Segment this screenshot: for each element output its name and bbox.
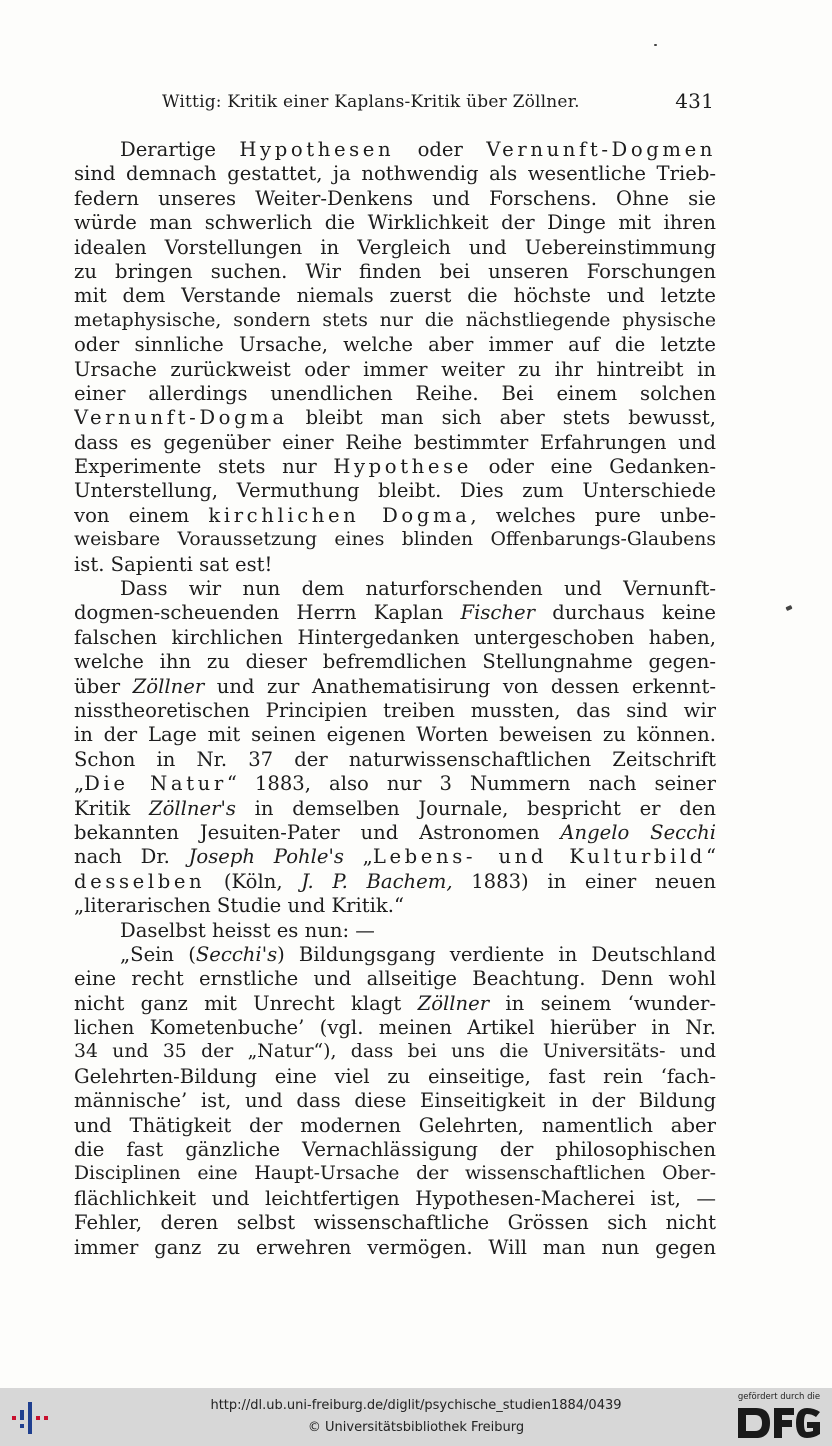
text-line <box>74 577 716 601</box>
text-run: Experimente stets nur <box>74 455 334 479</box>
copyright-notice: © Universitätsbibliothek Freiburg <box>307 1420 525 1435</box>
text-run: 34 und 35 der „Natur“), dass bei uns die Universitäts- und <box>74 1041 716 1063</box>
spaced-emphasis: Hypothesen <box>239 138 395 161</box>
text-run: Derartige <box>120 138 240 161</box>
text-line <box>74 1138 716 1162</box>
text-line <box>74 260 716 284</box>
text-line <box>74 1040 716 1064</box>
dfg-funding-logo[interactable] <box>732 1392 826 1442</box>
italic-name: Zöllner <box>417 991 490 1015</box>
text-run: dass es gegenüber einer Reihe bestimmter Erfahrungen und <box>74 430 716 454</box>
text-run: (Köln, <box>205 869 302 893</box>
italic-name: Zöllner <box>132 674 205 698</box>
funding-caption: gefördert durch die <box>737 1392 821 1402</box>
text-line <box>74 772 716 796</box>
text-run: 1883) in einer neuen <box>452 869 716 893</box>
text-run: ) Bildungsgang verdiente in Deutschland <box>277 942 716 966</box>
spaced-emphasis: Die Natur <box>84 772 227 796</box>
text-run: in demselben Journale, bespricht er den <box>235 796 716 820</box>
text-line <box>74 1211 716 1235</box>
text-run: zu bringen suchen. Wir finden bei unseren Forschungen <box>74 259 716 283</box>
running-title: Wittig: Kritik einer Kaplans-Kritik über Zöllner. <box>162 92 580 112</box>
text-run: immer ganz zu erwehren vermögen. Will man nun gegen <box>74 1235 716 1259</box>
text-line <box>74 333 716 357</box>
text-line <box>74 382 716 406</box>
text-run: sind demnach gestattet, ja nothwendig als wesentliche Trieb- <box>74 162 716 186</box>
text-line <box>74 431 716 455</box>
text-run: bekannten Jesuiten-Pater und Astronomen <box>74 820 561 844</box>
text-line <box>74 919 716 943</box>
footer-bar <box>0 1388 832 1446</box>
spaced-emphasis: Hypothese <box>333 455 472 479</box>
text-run: nicht ganz mit Unrecht klagt <box>74 991 418 1015</box>
text-line <box>74 479 716 503</box>
text-line <box>74 845 716 869</box>
text-line <box>74 1065 716 1089</box>
text-line <box>74 821 716 845</box>
page-number: 431 <box>675 89 714 113</box>
text-run: von einem <box>74 503 209 527</box>
text-line <box>74 553 716 577</box>
spaced-emphasis: desselben <box>74 869 206 893</box>
italic-name: Angelo Secchi <box>560 820 716 844</box>
text-line <box>74 162 716 186</box>
text-line <box>74 187 716 211</box>
text-run: Disciplinen eine Haupt-Ursache der wissenschaftlichen Ober- <box>74 1163 716 1185</box>
text-run: „literarischen Studie und Kritik.“ <box>74 894 405 918</box>
text-run: „ <box>343 845 373 869</box>
text-run: Dass wir nun dem naturforschenden und Vernunft- <box>120 577 716 601</box>
italic-name: J. P. Bachem, <box>301 869 453 893</box>
text-line <box>74 1016 716 1040</box>
text-line <box>74 309 716 333</box>
text-run: “ 1883, also nur 3 Nummern nach seiner <box>226 772 716 796</box>
text-run: ist. Sapienti sat est! <box>74 552 273 576</box>
text-run: durchaus keine <box>534 601 716 625</box>
text-run: mit dem Verstande niemals zuerst die höchste und letzte <box>74 284 716 308</box>
text-run: welche ihn zu dieser befremdlichen Stellungnahme gegen- <box>74 650 716 674</box>
spaced-emphasis: Lebens- und Kulturbild <box>372 845 706 869</box>
text-run: idealen Vorstellungen in Vergleich und Uebereinstimmung <box>74 235 716 259</box>
running-header <box>162 89 714 116</box>
text-line <box>74 406 716 430</box>
text-line <box>74 723 716 747</box>
dfg-logo-icon <box>736 1406 822 1440</box>
text-run: Fehler, deren selbst wissenschaftliche Grössen sich nicht <box>74 1211 716 1235</box>
spaced-emphasis: Vernunft-Dogmen <box>486 138 716 161</box>
body-text <box>74 138 716 1260</box>
text-line <box>74 358 716 382</box>
text-run: männische’ ist, und dass diese Einseitigkeit in der Bildung <box>74 1089 716 1113</box>
text-run: nisstheoretischen Principien treiben mussten, das sind wir <box>74 698 716 722</box>
text-run: und Thätigkeit der modernen Gelehrten, namentlich aber <box>74 1113 716 1137</box>
text-run: Gelehrten-Bildung eine viel zu einseitige, fast rein ‘fach- <box>74 1064 716 1088</box>
italic-name: Zöllner's <box>148 796 236 820</box>
text-run: eine recht ernstliche und allseitige Beachtung. Denn wohl <box>74 967 716 991</box>
text-run: falschen kirchlichen Hintergedanken untergeschoben haben, <box>74 625 716 649</box>
text-run: oder <box>394 138 487 161</box>
text-run: “ <box>705 845 716 869</box>
text-run: die fast gänzliche Vernachlässigung der philosophischen <box>74 1138 716 1162</box>
text-run: Daselbst heisst es nun: — <box>120 918 375 942</box>
text-run: Schon in Nr. 37 der naturwissenschaftlichen Zeitschrift <box>74 747 716 771</box>
text-line <box>74 455 716 479</box>
text-line <box>74 211 716 235</box>
text-run: federn unseres Weiter-Denkens und Forschens. Ohne sie <box>74 186 716 210</box>
text-line <box>74 1162 716 1186</box>
text-line <box>74 236 716 260</box>
text-run: oder eine Gedanken- <box>471 455 716 479</box>
text-line <box>74 504 716 528</box>
text-run: „ <box>74 772 85 796</box>
text-run: dogmen-scheuenden Herrn Kaplan <box>74 601 461 625</box>
text-line <box>74 748 716 772</box>
text-run: metaphysische, sondern stets nur die nächstliegende physische <box>74 309 716 331</box>
text-line <box>74 1089 716 1113</box>
text-run: , welches pure unbe- <box>470 503 716 527</box>
source-url[interactable]: http://dl.ub.uni-freiburg.de/diglit/psychische_studien1884/0439 <box>210 1398 622 1413</box>
text-run: Ursache zurückweist oder immer weiter zu ihr hintreibt in <box>74 357 716 381</box>
text-line <box>74 601 716 625</box>
text-line <box>74 992 716 1016</box>
text-line <box>74 284 716 308</box>
ink-speck <box>654 44 657 46</box>
text-line <box>74 943 716 967</box>
text-run: würde man schwerlich die Wirklichkeit der Dinge mit ihren <box>74 211 716 235</box>
text-line <box>74 528 716 552</box>
text-run: bleibt man sich aber stets bewusst, <box>287 406 716 430</box>
text-run: und zur Anathematisirung von dessen erkennt- <box>204 674 716 698</box>
text-run: in der Lage mit seinen eigenen Worten beweisen zu können. <box>74 723 716 747</box>
italic-name: Fischer <box>460 601 535 625</box>
text-run: flächlichkeit und leichtfertigen Hypothesen-Macherei ist, — <box>74 1186 716 1210</box>
ink-speck <box>785 605 792 611</box>
text-line <box>74 699 716 723</box>
text-run: oder sinnliche Ursache, welche aber immer auf die letzte <box>74 333 716 357</box>
text-line <box>74 1187 716 1211</box>
text-line <box>74 1236 716 1260</box>
text-line <box>74 894 716 918</box>
text-run: in seinem ‘wunder- <box>489 991 716 1015</box>
italic-name: Joseph Pohle's <box>188 845 344 869</box>
text-run: nach Dr. <box>74 845 189 869</box>
text-line <box>74 797 716 821</box>
spaced-emphasis: Vernunft-Dogma <box>74 406 288 430</box>
text-line <box>74 138 716 162</box>
text-run: Unterstellung, Vermuthung bleibt. Dies zum Unterschiede <box>74 479 716 503</box>
text-run: „Sein ( <box>120 942 196 966</box>
spaced-emphasis: kirchlichen Dogma <box>208 503 471 527</box>
text-run: lichen Kometenbuche’ (vgl. meinen Artikel hierüber in Nr. <box>74 1016 716 1040</box>
text-line <box>74 1114 716 1138</box>
text-line <box>74 650 716 674</box>
text-line <box>74 870 716 894</box>
text-line <box>74 967 716 991</box>
text-run: weisbare Voraussetzung eines blinden Offenbarungs-Glaubens <box>74 529 716 551</box>
italic-name: Secchi's <box>195 942 278 966</box>
text-run: einer allerdings unendlichen Reihe. Bei einem solchen <box>74 381 716 405</box>
text-line <box>74 626 716 650</box>
text-run: über <box>74 674 133 698</box>
text-run: Kritik <box>74 796 149 820</box>
text-line <box>74 675 716 699</box>
